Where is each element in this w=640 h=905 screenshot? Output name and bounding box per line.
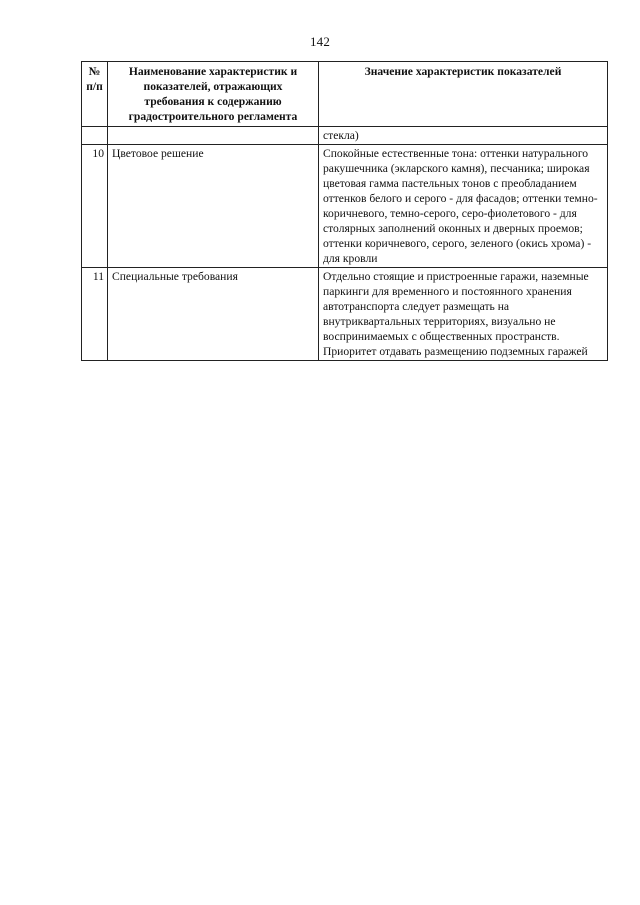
- row-number: [82, 127, 108, 145]
- header-row: [82, 62, 608, 127]
- regulation-table: [81, 61, 608, 361]
- table-row: [82, 127, 608, 145]
- table-row: [82, 145, 608, 268]
- row-characteristic-name: Цветовое решение: [108, 145, 319, 268]
- table-header: [82, 62, 608, 127]
- page-number: 142: [309, 34, 331, 49]
- row-characteristic-name: Специальные требования: [108, 268, 319, 361]
- row-number: 11: [82, 268, 108, 361]
- row-characteristic-value: Спокойные естественные тона: оттенки натурального ракушечника (экларского камня), песчаника; широкая цветовая гамма пастельных тонов с преобладанием оттенков белого и серого - для фасадов; оттенки темно-коричневого, темно-серого, серо-фиолетового - для столярных заполнений оконных и дверных проемов; оттенки коричневого, серого, зеленого (окись хрома) - для кровли: [319, 145, 608, 268]
- row-number: 10: [82, 145, 108, 268]
- row-characteristic-value: стекла): [319, 127, 608, 145]
- header-characteristic-name: Наименование характеристик и показателей, отражающих требования к содержанию градостроительного регламента: [108, 62, 319, 127]
- row-characteristic-value: Отдельно стоящие и пристроенные гаражи, наземные паркинги для временного и постоянного хранения автотранспорта следует размещать на внутриквартальных территориях, визуально не воспринимаемых с общественных пространств. Приоритет отдавать размещению подземных гаражей: [319, 268, 608, 361]
- header-characteristic-value: Значение характеристик показателей: [319, 62, 608, 127]
- header-number: № п/п: [82, 62, 108, 127]
- row-characteristic-name: [108, 127, 319, 145]
- table-row: [82, 268, 608, 361]
- table-body: [82, 127, 608, 361]
